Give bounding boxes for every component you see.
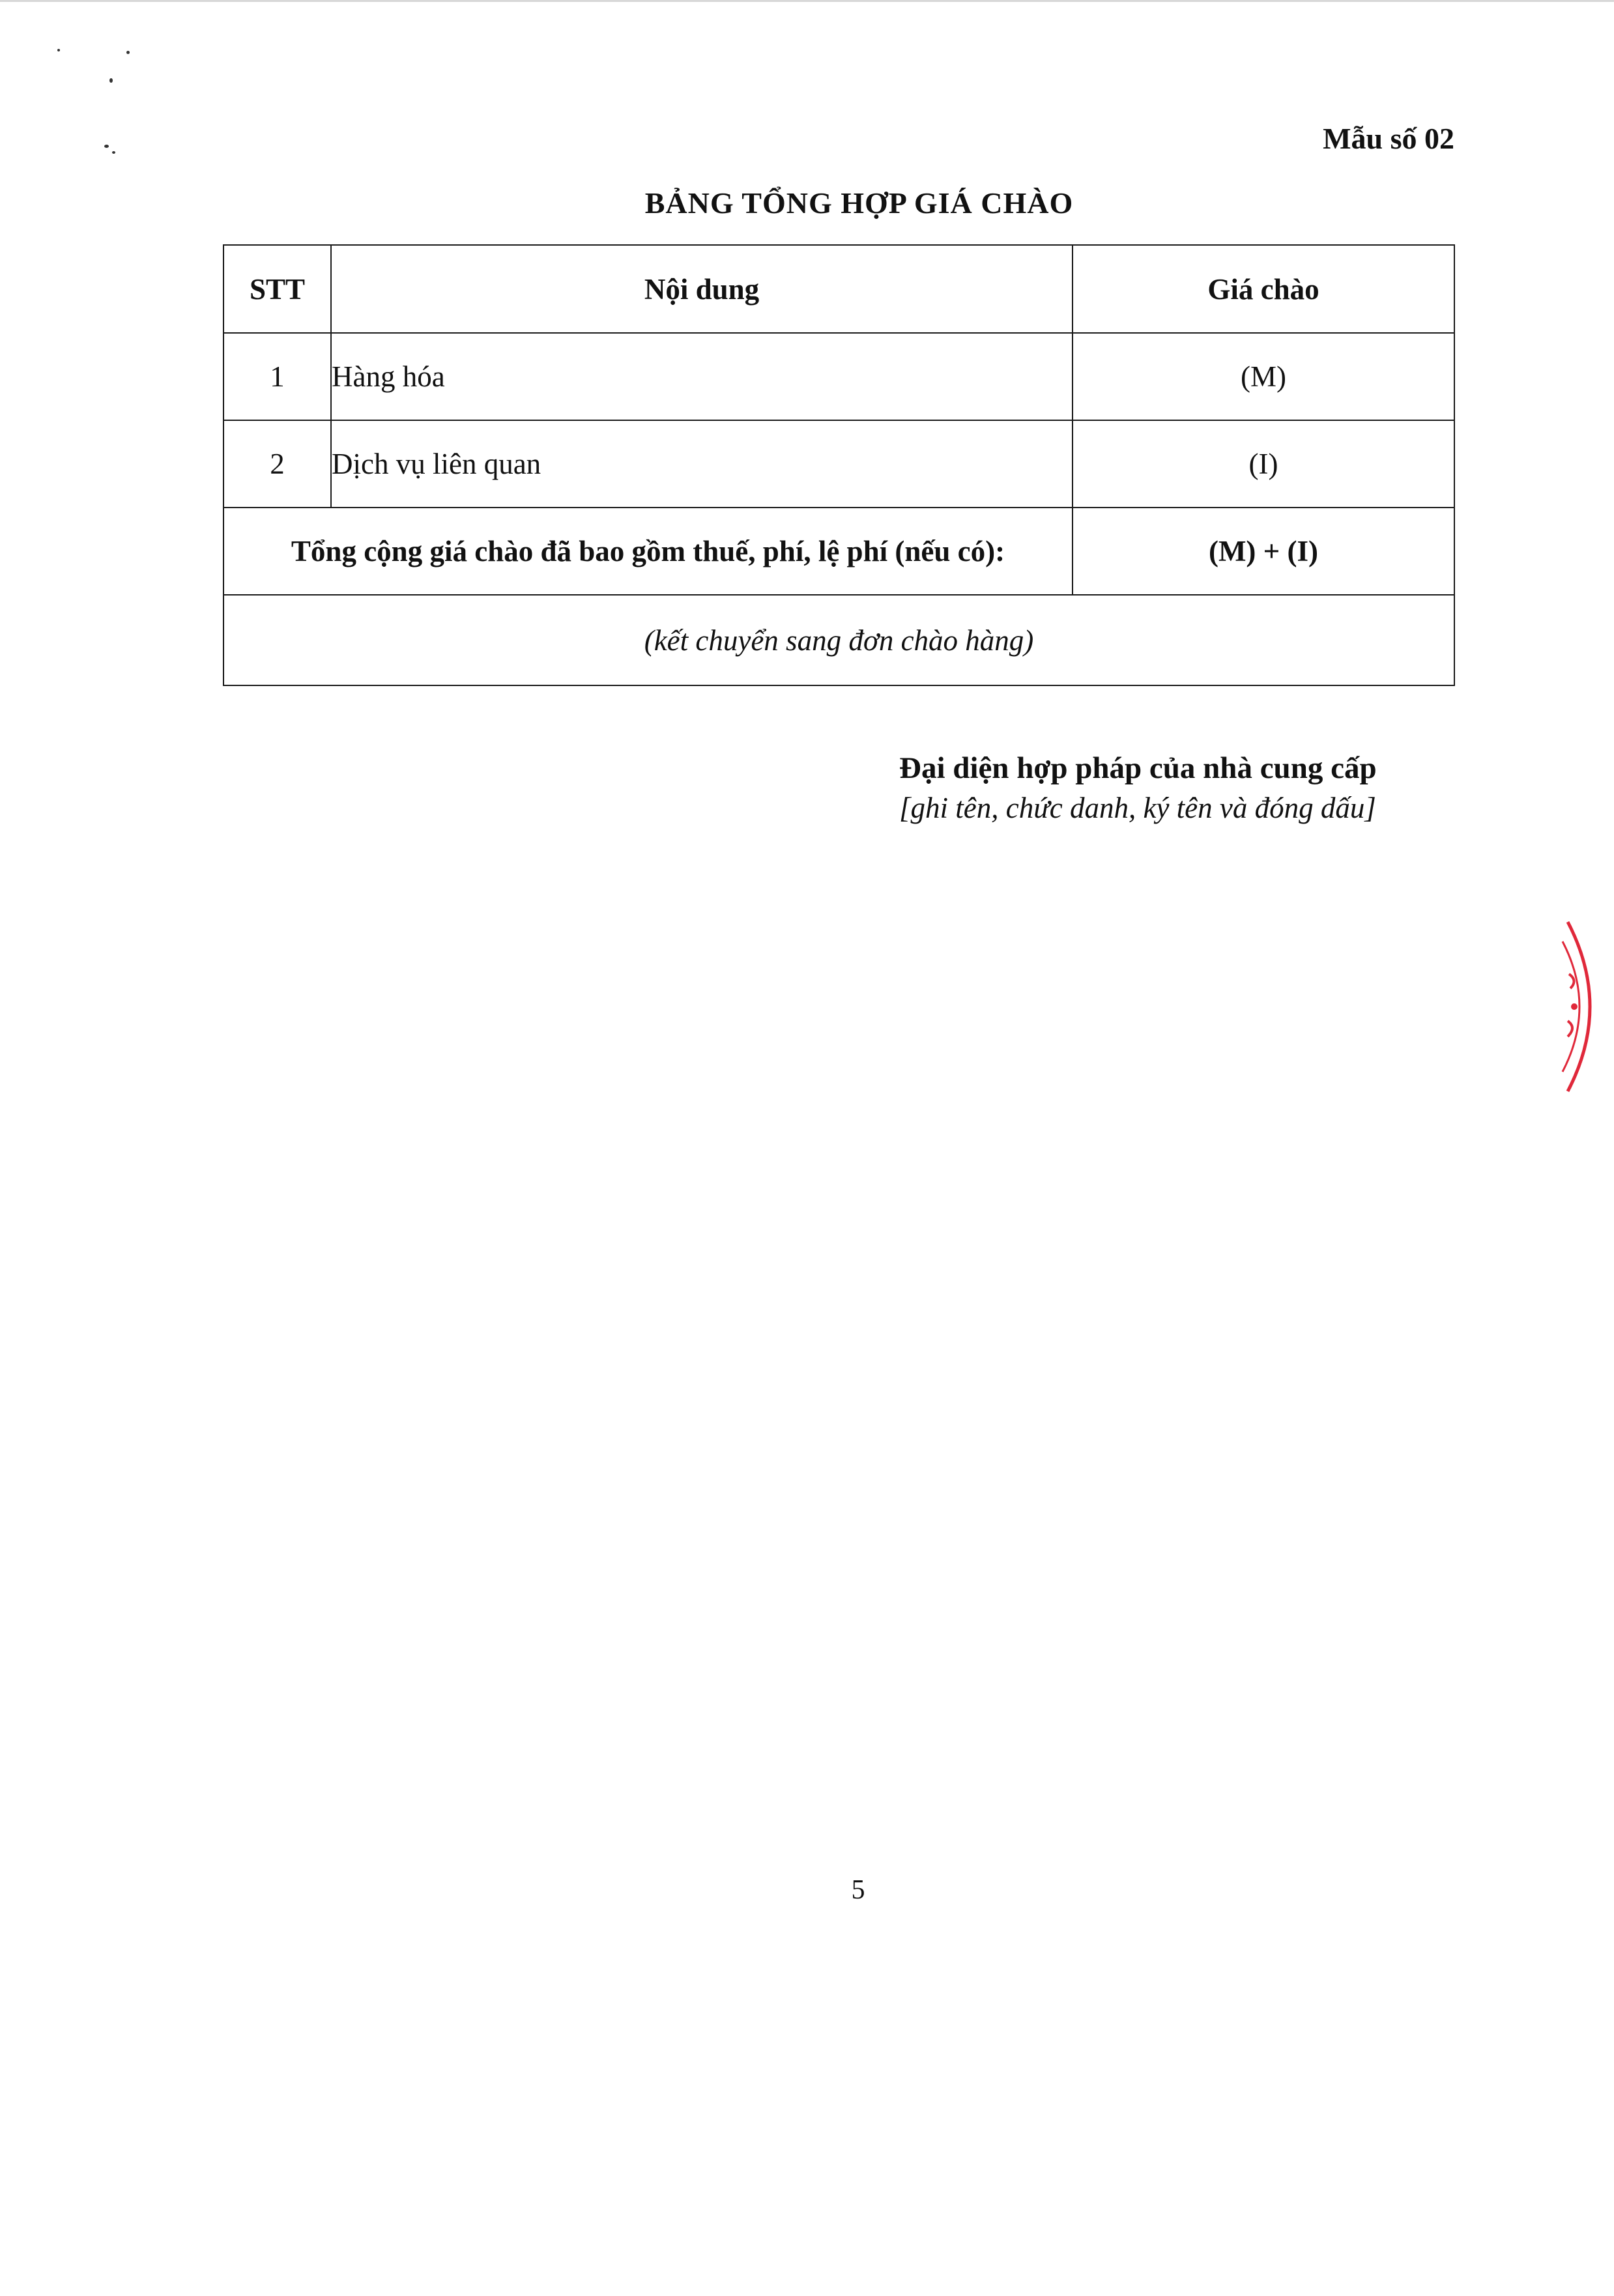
scan-speck	[109, 78, 113, 83]
table-row	[223, 333, 1454, 420]
form-number: Mẫu số 02	[1323, 122, 1454, 155]
scan-speck	[112, 151, 115, 154]
row-content: Hàng hóa	[331, 333, 1073, 420]
total-row	[223, 508, 1454, 595]
row-content: Dịch vụ liên quan	[331, 420, 1073, 508]
table-footnote: (kết chuyển sang đơn chào hàng)	[223, 595, 1454, 685]
page-number: 5	[851, 1875, 865, 1905]
seal-mark	[1569, 974, 1574, 988]
table-header-row	[223, 245, 1454, 333]
seal-mark	[1568, 1021, 1572, 1037]
row-stt: 2	[223, 420, 331, 508]
signature-block	[899, 748, 1377, 827]
scan-speck	[126, 51, 130, 54]
row-price: (I)	[1073, 420, 1454, 508]
signature-instruction: [ghi tên, chức danh, ký tên và đóng dấu]	[899, 792, 1376, 824]
document-title: BẢNG TỔNG HỢP GIÁ CHÀO	[644, 186, 1074, 220]
red-seal-fragment	[1556, 915, 1614, 1098]
price-summary-table	[223, 244, 1455, 686]
row-price: (M)	[1073, 333, 1454, 420]
table-row	[223, 420, 1454, 508]
seal-dot	[1571, 1003, 1578, 1010]
row-stt: 1	[223, 333, 331, 420]
column-header-price: Giá chào	[1073, 245, 1454, 333]
scan-speck	[57, 49, 60, 51]
page-top-edge	[0, 0, 1614, 2]
footnote-row	[223, 595, 1454, 685]
column-header-stt: STT	[223, 245, 331, 333]
scan-speck	[104, 145, 109, 148]
column-header-content: Nội dung	[331, 245, 1073, 333]
total-label: Tổng cộng giá chào đã bao gồm thuế, phí, lệ phí (nếu có):	[223, 508, 1073, 595]
signature-title: Đại diện hợp pháp của nhà cung cấp	[899, 751, 1377, 785]
total-value: (M) + (I)	[1073, 508, 1454, 595]
